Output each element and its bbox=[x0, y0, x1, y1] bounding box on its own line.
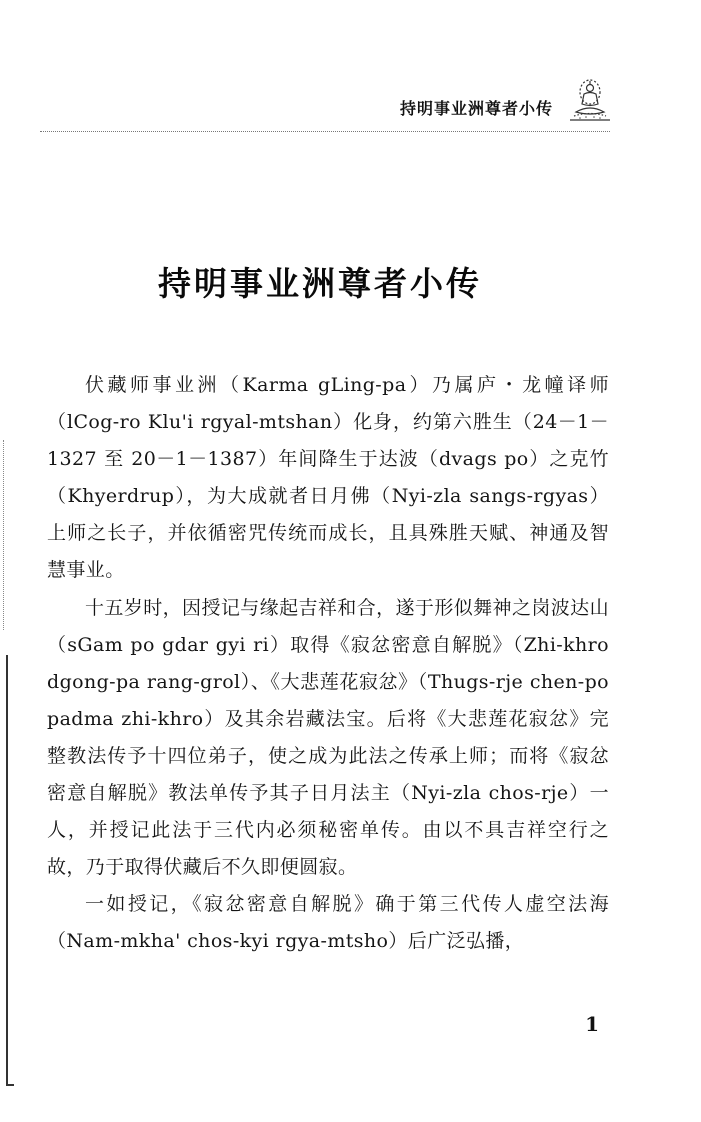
running-header-title: 持明事业洲尊者小传 bbox=[399, 99, 553, 118]
header-divider bbox=[40, 131, 610, 132]
paragraph: 十五岁时，因授记与缘起吉祥和合，遂于形似舞神之岗波达山（sGam po gdar gyi ri）取得《寂忿密意自解脱》（Zhi-khro dgong-pa rang-grol）、《大悲莲花寂忿》（Thugs-rje chen-po padma zhi-khro）及其余岩藏法宝。后将《大悲莲花寂忿》完整教法传予十四位弟子，使之成为此法之传承上师；而将《寂忿密意自解脱》教法单传予其子日月法主（Nyi-zla chos-rje）一人，并授记此法于三代内必须秘密单传。由以不具吉祥空行之故，乃于取得伏藏后不久即便圆寂。 bbox=[47, 596, 609, 879]
body-text bbox=[47, 367, 609, 961]
scan-margin-mark bbox=[3, 440, 4, 630]
scan-binding-edge bbox=[6, 655, 8, 1085]
paragraph: 一如授记，《寂忿密意自解脱》确于第三代传人虚空法海（Nam-mkha' chos-kyi rgya-mtsho）后广泛弘播， bbox=[47, 893, 609, 953]
page-number: 1 bbox=[585, 1012, 599, 1036]
scan-binding-foot bbox=[6, 1084, 14, 1086]
running-header bbox=[0, 88, 701, 128]
paragraph: 伏藏师事业洲（Karma gLing-pa）乃属庐・龙幢译师（lCog-ro Klu'i rgyal-mtshan）化身，约第六胜生（24－1－1327 至 20－1－1387）年间降生于达波（dvags po）之克竹（Khyerdrup），为大成就者日月佛（Nyi-zla sangs-rgyas）上师之长子，并依循密咒传统而成长，且具殊胜天赋、神通及智慧事业。 bbox=[47, 374, 609, 582]
buddha-figure-icon bbox=[566, 78, 614, 124]
chapter-title: 持明事业洲尊者小传 bbox=[158, 264, 482, 303]
